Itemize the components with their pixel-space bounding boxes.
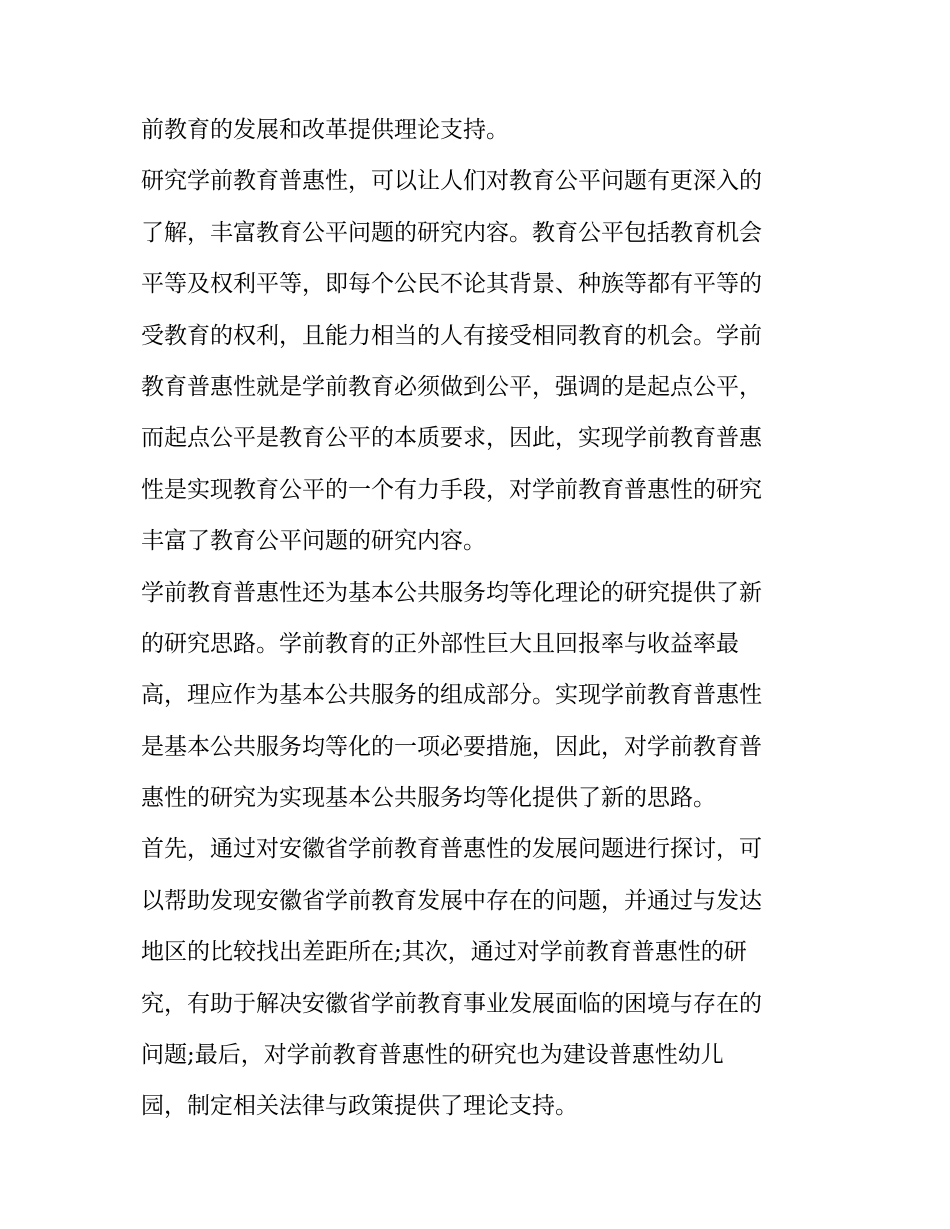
text-line: 以帮助发现安徽省学前教育发展中存在的问题，并通过与发达 (141, 887, 762, 914)
text-line: 性是实现教育公平的一个有力手段，对学前教育普惠性的研究 (141, 476, 762, 503)
text-line: 问题;最后，对学前教育普惠性的研究也为建设普惠性幼儿 (141, 1042, 724, 1069)
body-text (141, 105, 821, 1133)
text-line: 学前教育普惠性还为基本公共服务均等化理论的研究提供了新 (141, 579, 762, 606)
text-line: 是基本公共服务均等化的一项必要措施，因此，对学前教育普 (141, 733, 762, 760)
text-line: 究，有助于解决安徽省学前教育事业发展面临的困境与存在的 (141, 990, 762, 1017)
text-line: 高，理应作为基本公共服务的组成部分。实现学前教育普惠性 (141, 682, 762, 709)
text-line: 而起点公平是教育公平的本质要求，因此，实现学前教育普惠 (141, 425, 762, 452)
text-line: 受教育的权利，且能力相当的人有接受相同教育的机会。学前 (141, 322, 762, 349)
text-line: 前教育的发展和改革提供理论支持。 (141, 117, 509, 143)
text-line: 丰富了教育公平问题的研究内容。 (141, 528, 486, 555)
text-line: 研究学前教育普惠性，可以让人们对教育公平问题有更深入的 (141, 168, 762, 195)
text-line: 平等及权利平等，即每个公民不论其背景、种族等都有平等的 (141, 271, 762, 298)
text-line: 的研究思路。学前教育的正外部性巨大且回报率与收益率最 (141, 630, 739, 657)
text-line: 教育普惠性就是学前教育必须做到公平，强调的是起点公平， (141, 373, 762, 400)
text-line: 园，制定相关法律与政策提供了理论支持。 (141, 1093, 578, 1120)
text-line: 地区的比较找出差距所在;其次，通过对学前教育普惠性的研 (141, 939, 747, 966)
text-line: 首先，通过对安徽省学前教育普惠性的发展问题进行探讨，可 (141, 836, 762, 863)
text-line: 了解，丰富教育公平问题的研究内容。教育公平包括教育机会 (141, 219, 762, 246)
text-line: 惠性的研究为实现基本公共服务均等化提供了新的思路。 (141, 785, 716, 812)
